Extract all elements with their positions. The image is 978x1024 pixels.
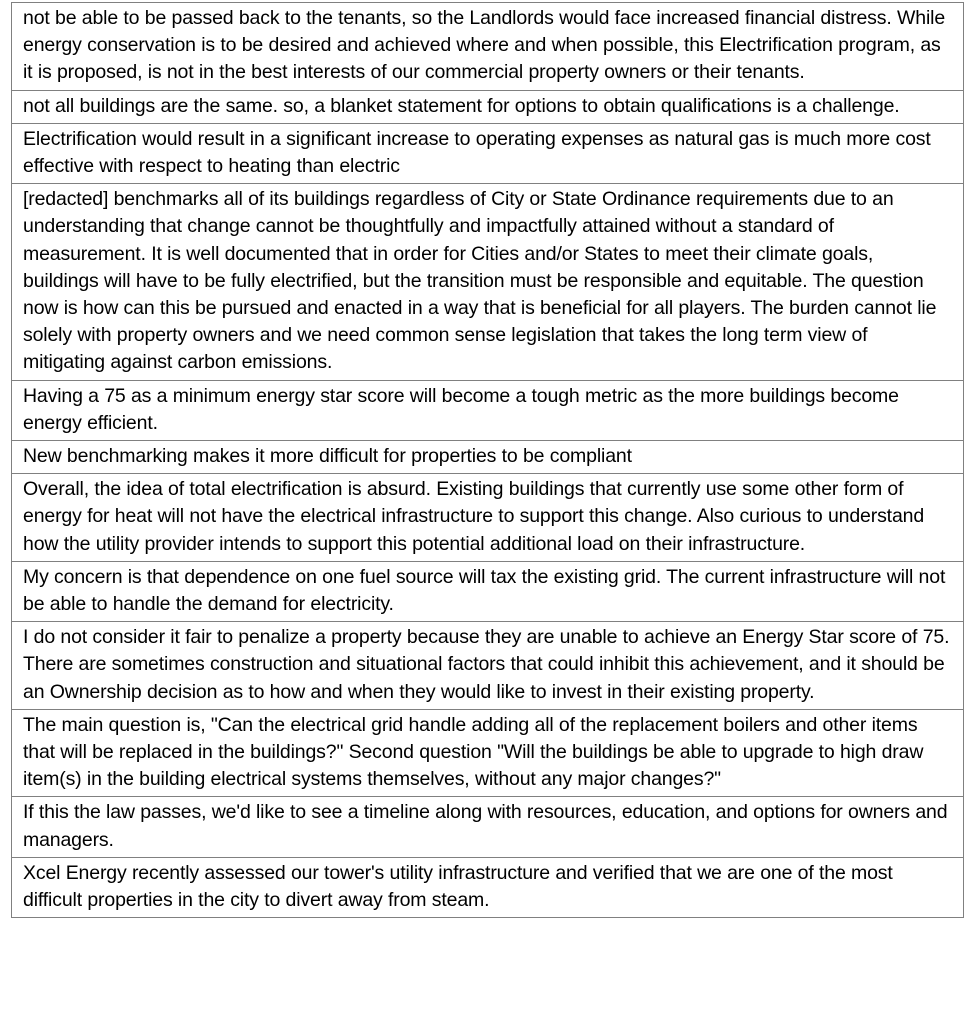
comment-cell [12,474,964,562]
comment-text: If this the law passes, we'd like to see a timeline along with resources, education, and options for owners and managers. [23,801,948,851]
comment-cell [12,709,964,797]
comment-cell [12,3,964,91]
comment-text: I do not consider it fair to penalize a property because they are unable to achieve an Energy Star score of 75. There are sometimes construction and situational factors that could inhibit this achievement, and it should be an Ownership decision as to how and when they would like to invest in their existing property. [23,626,950,703]
comment-text: Xcel Energy recently assessed our tower's utility infrastructure and verified that we are one of the most difficult properties in the city to divert away from steam. [23,861,893,912]
table-row [12,709,964,797]
table-row [12,797,964,857]
comment-text: My concern is that dependence on one fuel source will tax the existing grid. The current infrastructure will not be able to handle the demand for electricity. [23,565,946,616]
table-row [12,857,964,917]
comment-text: [redacted] benchmarks all of its buildings regardless of City or State Ordinance requirements due to an understanding that change cannot be thoughtfully and impactfully attained without a standard of measurement. It is well documented that in order for Cities and/or States to meet their climate goals, buildings will have to be fully electrified, but the transition must be responsible and equitable. The question now is how can this be pursued and enacted in a way that is beneficial for all players. The burden cannot lie solely with property owners and we need common sense legislation that takes the long term view of mitigating against carbon emissions. [23,188,937,374]
comment-cell [12,797,964,857]
comment-table-body [12,3,964,918]
comment-cell [12,561,964,621]
table-row [12,3,964,91]
table-row [12,561,964,621]
comment-cell [12,380,964,440]
comment-text: Having a 75 as a minimum energy star score will become a tough metric as the more buildings become energy efficient. [23,384,899,434]
comment-cell [12,857,964,917]
comment-cell [12,441,964,474]
comment-text: Electrification would result in a significant increase to operating expenses as natural gas is much more cost effective with respect to heating than electric [23,127,931,178]
table-row [12,380,964,440]
comment-table [11,2,964,918]
table-row [12,184,964,380]
table-row [12,123,964,183]
comment-cell [12,123,964,183]
comment-cell [12,90,964,123]
table-row [12,474,964,562]
comment-text: New benchmarking makes it more difficult for properties to be compliant [23,445,632,468]
comment-text: Overall, the idea of total electrification is absurd. Existing buildings that currently use some other form of energy for heat will not have the electrical infrastructure to support this change. Also curious to understand how the utility provider intends to support this potential additional load on their infrastructure. [23,478,925,555]
table-row [12,441,964,474]
comment-cell [12,622,964,710]
comment-text: not all buildings are the same. so, a blanket statement for options to obtain qualifications is a challenge. [23,94,900,117]
table-row [12,90,964,123]
comment-text: The main question is, "Can the electrical grid handle adding all of the replacement boilers and other items that will be replaced in the buildings?" Second question "Will the buildings be able to upgrade to high draw item(s) in the building electrical systems themselves, without any major changes?" [23,713,924,791]
table-row [12,622,964,710]
comment-text: not be able to be passed back to the tenants, so the Landlords would face increased financial distress. While energy conservation is to be desired and achieved where and when possible, this Electrification program, as it is proposed, is not in the best interests of our commercial property owners or their tenants. [23,7,946,84]
comment-cell [12,184,964,380]
